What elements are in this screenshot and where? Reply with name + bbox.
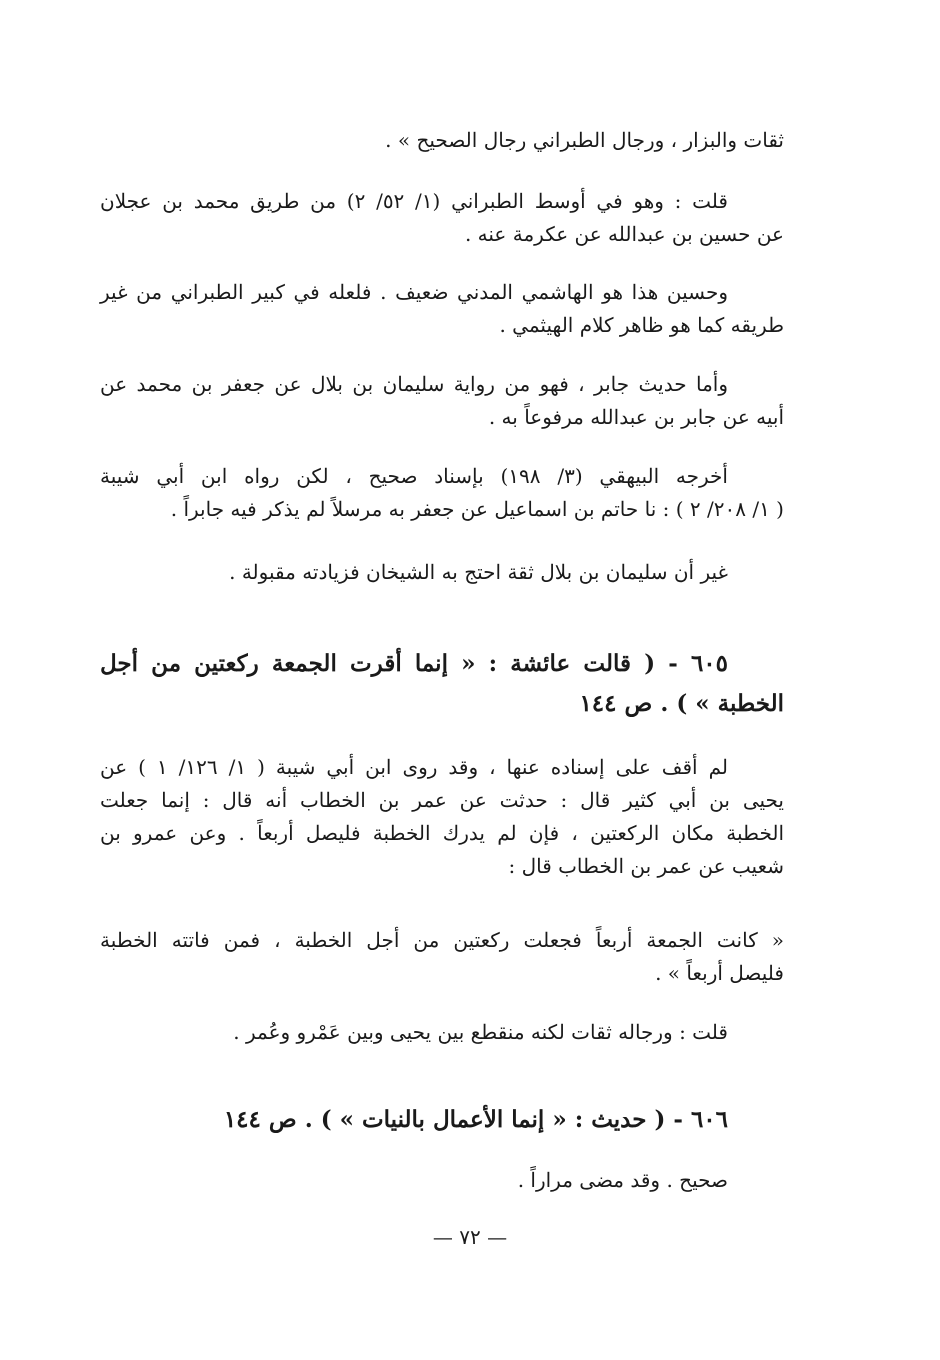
paragraph: [100, 460, 784, 526]
paragraph: [100, 751, 784, 883]
text-line: يحيى بن أبي كثير قال : حدثت عن عمر بن الخطاب أنه قال : إنما جعلت: [100, 788, 784, 812]
text-line: صحيح . وقد مضى مراراً .: [517, 1168, 728, 1192]
text-line: أخرجه البيهقي (٣/ ١٩٨) بإسناد صحيح ، لكن رواه ابن أبي شيبة: [100, 464, 728, 488]
hadith-heading-605: [100, 644, 784, 724]
paragraph: [100, 124, 784, 157]
heading-line: الخطبة » ) . ص ١٤٤: [579, 690, 784, 717]
text-line: « كانت الجمعة أربعاً فجعلت ركعتين من أجل الخطبة ، فمن فاتته الخطبة: [100, 928, 784, 952]
paragraph: [100, 556, 784, 589]
quote-paragraph: [100, 924, 784, 990]
text-line: ( ١/ ٢٠٨/ ٢ ) : نا حاتم بن اسماعيل عن جعفر به مرسلاً لم يذكر فيه جابراً .: [170, 497, 784, 521]
paragraph: [100, 368, 784, 434]
text-line: الخطبة مكان الركعتين ، فإن لم يدرك الخطبة فليصل أربعاً . وعن عمرو بن: [100, 821, 784, 845]
heading-line: ٦٠٥ - ( قالت عائشة : « إنما أقرت الجمعة ركعتين من أجل: [100, 650, 728, 677]
hadith-heading-606: [100, 1100, 784, 1140]
text-line: غير أن سليمان بن بلال ثقة احتج به الشيخان فزيادته مقبولة .: [229, 560, 728, 584]
page-number: — ٧٢ —: [432, 1225, 508, 1249]
text-line: فليصل أربعاً » .: [655, 961, 784, 985]
text-line: ثقات والبزار ، ورجال الطبراني رجال الصحيح » .: [385, 128, 784, 152]
text-line: وحسين هذا هو الهاشمي المدني ضعيف . فلعله في كبير الطبراني من غير: [100, 280, 728, 304]
text-line: شعيب عن عمر بن الخطاب قال :: [508, 854, 784, 878]
text-line: أبيه عن جابر بن عبدالله مرفوعاً به .: [488, 405, 784, 429]
text-line: عن حسين بن عبدالله عن عكرمة عنه .: [464, 222, 784, 246]
text-line: قلت : وهو في أوسط الطبراني (١/ ٥٢/ ٢) من طريق محمد بن عجلان: [100, 189, 728, 213]
text-line: طريقه كما هو ظاهر كلام الهيثمي .: [499, 313, 784, 337]
paragraph: [100, 1164, 784, 1197]
paragraph: [100, 276, 784, 342]
heading-line: ٦٠٦ - ( حديث : « إنما الأعمال بالنيات » ) . ص ١٤٤: [223, 1106, 728, 1133]
text-line: قلت : ورجاله ثقات لكنه منقطع بين يحيى وبين عَمْرو وعُمر .: [233, 1020, 728, 1044]
paragraph: [100, 1016, 784, 1049]
text-line: لم أقف على إسناده عنها ، وقد روى ابن أبي شيبة ( ١/ ١٢٦/ ١ ) عن: [100, 755, 728, 779]
paragraph: [100, 185, 784, 251]
text-line: وأما حديث جابر ، فهو من رواية سليمان بن بلال عن جعفر بن محمد عن: [100, 372, 728, 396]
